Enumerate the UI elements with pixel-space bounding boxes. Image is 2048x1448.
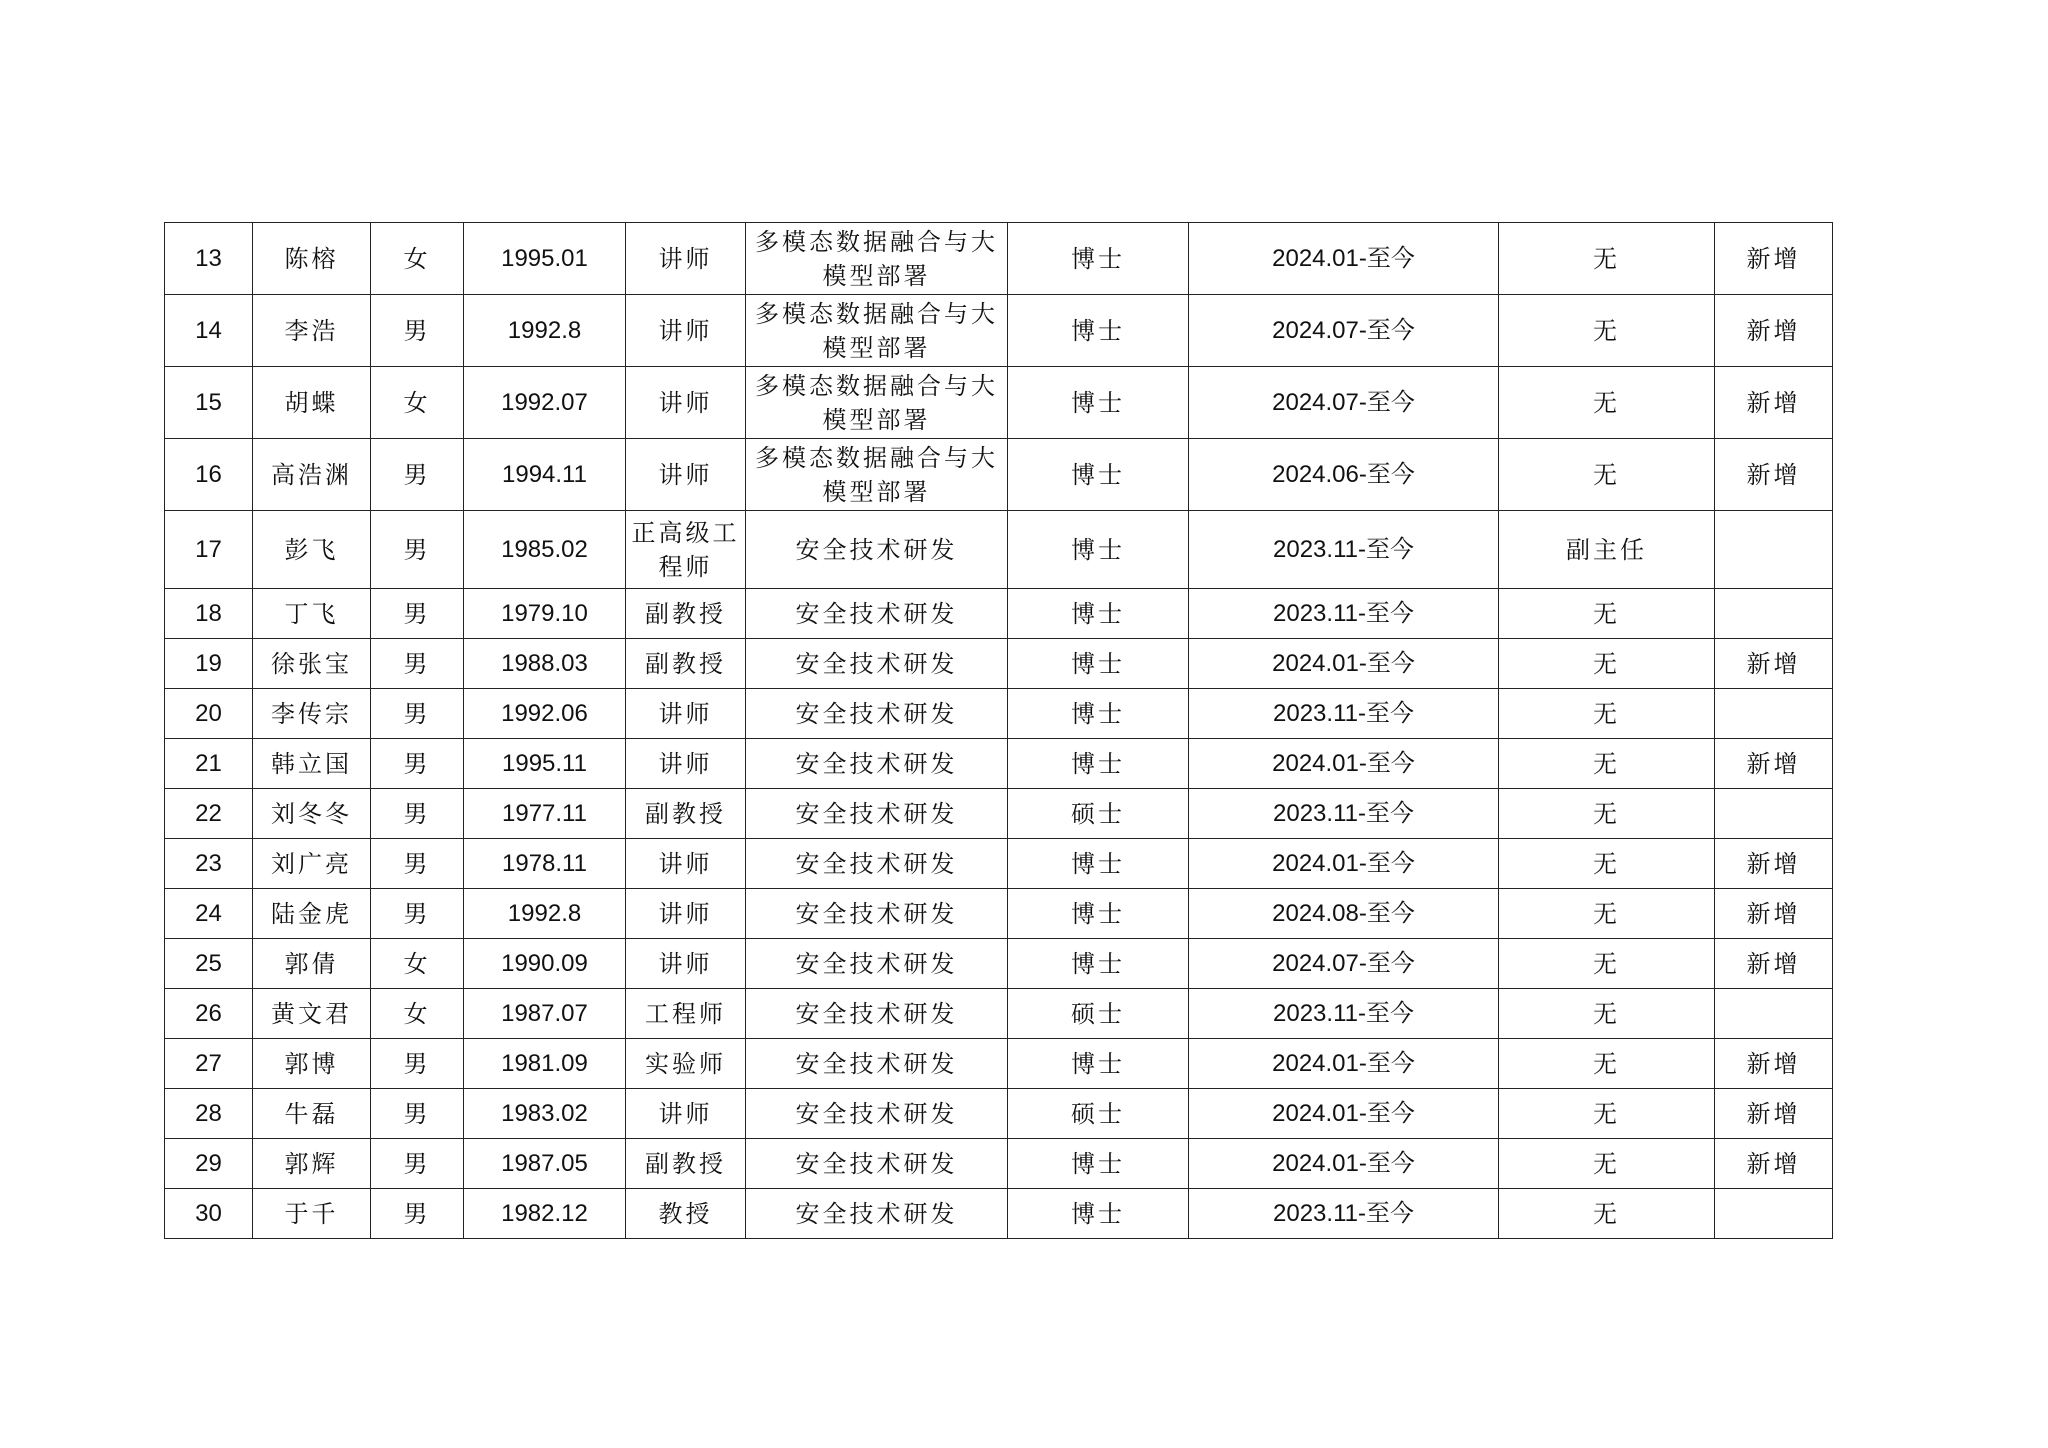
period-cell: 2023.11-至今 <box>1189 789 1499 839</box>
name-cell: 黄文君 <box>253 989 371 1039</box>
post-cell: 无 <box>1499 739 1715 789</box>
gender-cell: 男 <box>371 739 464 789</box>
row-number-cell: 21 <box>165 739 253 789</box>
birth-date-cell: 1983.02 <box>464 1089 626 1139</box>
post-cell: 副主任 <box>1499 511 1715 589</box>
row-number-cell: 27 <box>165 1039 253 1089</box>
table-row <box>165 589 1833 639</box>
name-cell: 陈榕 <box>253 223 371 295</box>
period-cell: 2024.08-至今 <box>1189 889 1499 939</box>
note-cell <box>1715 589 1833 639</box>
post-cell: 无 <box>1499 989 1715 1039</box>
table-row <box>165 1089 1833 1139</box>
degree-cell: 博士 <box>1008 739 1189 789</box>
note-cell: 新增 <box>1715 223 1833 295</box>
period-cell: 2023.11-至今 <box>1189 511 1499 589</box>
staff-table <box>164 222 1833 1239</box>
research-direction-cell: 安全技术研发 <box>746 1039 1008 1089</box>
gender-cell: 女 <box>371 939 464 989</box>
row-number-cell: 24 <box>165 889 253 939</box>
degree-cell: 博士 <box>1008 1039 1189 1089</box>
row-number-cell: 20 <box>165 689 253 739</box>
degree-cell: 博士 <box>1008 295 1189 367</box>
job-title-cell: 副教授 <box>626 789 746 839</box>
name-cell: 李浩 <box>253 295 371 367</box>
gender-cell: 男 <box>371 639 464 689</box>
post-cell: 无 <box>1499 589 1715 639</box>
gender-cell: 男 <box>371 839 464 889</box>
row-number-cell: 18 <box>165 589 253 639</box>
post-cell: 无 <box>1499 1039 1715 1089</box>
period-cell: 2024.01-至今 <box>1189 223 1499 295</box>
degree-cell: 硕士 <box>1008 1089 1189 1139</box>
note-cell: 新增 <box>1715 1139 1833 1189</box>
job-title-cell: 工程师 <box>626 989 746 1039</box>
research-direction-cell: 安全技术研发 <box>746 839 1008 889</box>
job-title-cell: 正高级工程师 <box>626 511 746 589</box>
table-row <box>165 439 1833 511</box>
birth-date-cell: 1985.02 <box>464 511 626 589</box>
gender-cell: 男 <box>371 789 464 839</box>
research-direction-cell: 安全技术研发 <box>746 639 1008 689</box>
birth-date-cell: 1987.07 <box>464 989 626 1039</box>
post-cell: 无 <box>1499 1139 1715 1189</box>
degree-cell: 博士 <box>1008 511 1189 589</box>
name-cell: 于千 <box>253 1189 371 1239</box>
row-number-cell: 29 <box>165 1139 253 1189</box>
gender-cell: 女 <box>371 989 464 1039</box>
table-row <box>165 989 1833 1039</box>
period-cell: 2023.11-至今 <box>1189 689 1499 739</box>
birth-date-cell: 1995.11 <box>464 739 626 789</box>
period-cell: 2024.01-至今 <box>1189 639 1499 689</box>
degree-cell: 博士 <box>1008 939 1189 989</box>
research-direction-cell: 多模态数据融合与大模型部署 <box>746 367 1008 439</box>
name-cell: 彭飞 <box>253 511 371 589</box>
name-cell: 胡蝶 <box>253 367 371 439</box>
gender-cell: 男 <box>371 1189 464 1239</box>
post-cell: 无 <box>1499 367 1715 439</box>
gender-cell: 男 <box>371 1089 464 1139</box>
research-direction-cell: 多模态数据融合与大模型部署 <box>746 295 1008 367</box>
period-cell: 2024.01-至今 <box>1189 1039 1499 1089</box>
job-title-cell: 讲师 <box>626 1089 746 1139</box>
gender-cell: 男 <box>371 1139 464 1189</box>
research-direction-cell: 安全技术研发 <box>746 589 1008 639</box>
name-cell: 牛磊 <box>253 1089 371 1139</box>
job-title-cell: 讲师 <box>626 889 746 939</box>
period-cell: 2023.11-至今 <box>1189 1189 1499 1239</box>
degree-cell: 博士 <box>1008 639 1189 689</box>
job-title-cell: 讲师 <box>626 939 746 989</box>
note-cell: 新增 <box>1715 1039 1833 1089</box>
note-cell: 新增 <box>1715 739 1833 789</box>
name-cell: 郭博 <box>253 1039 371 1089</box>
degree-cell: 博士 <box>1008 839 1189 889</box>
gender-cell: 女 <box>371 367 464 439</box>
birth-date-cell: 1990.09 <box>464 939 626 989</box>
birth-date-cell: 1992.07 <box>464 367 626 439</box>
job-title-cell: 讲师 <box>626 223 746 295</box>
period-cell: 2024.01-至今 <box>1189 739 1499 789</box>
note-cell <box>1715 511 1833 589</box>
table-row <box>165 789 1833 839</box>
name-cell: 李传宗 <box>253 689 371 739</box>
gender-cell: 男 <box>371 689 464 739</box>
period-cell: 2024.07-至今 <box>1189 367 1499 439</box>
table-row <box>165 689 1833 739</box>
degree-cell: 博士 <box>1008 367 1189 439</box>
birth-date-cell: 1988.03 <box>464 639 626 689</box>
job-title-cell: 讲师 <box>626 739 746 789</box>
research-direction-cell: 安全技术研发 <box>746 1189 1008 1239</box>
row-number-cell: 28 <box>165 1089 253 1139</box>
post-cell: 无 <box>1499 889 1715 939</box>
job-title-cell: 副教授 <box>626 589 746 639</box>
degree-cell: 博士 <box>1008 1139 1189 1189</box>
birth-date-cell: 1992.06 <box>464 689 626 739</box>
table-row <box>165 295 1833 367</box>
post-cell: 无 <box>1499 1089 1715 1139</box>
gender-cell: 男 <box>371 511 464 589</box>
note-cell: 新增 <box>1715 939 1833 989</box>
degree-cell: 博士 <box>1008 889 1189 939</box>
birth-date-cell: 1979.10 <box>464 589 626 639</box>
table-row <box>165 1139 1833 1189</box>
name-cell: 刘广亮 <box>253 839 371 889</box>
row-number-cell: 25 <box>165 939 253 989</box>
research-direction-cell: 安全技术研发 <box>746 689 1008 739</box>
job-title-cell: 副教授 <box>626 639 746 689</box>
birth-date-cell: 1995.01 <box>464 223 626 295</box>
post-cell: 无 <box>1499 295 1715 367</box>
note-cell: 新增 <box>1715 295 1833 367</box>
job-title-cell: 讲师 <box>626 689 746 739</box>
name-cell: 陆金虎 <box>253 889 371 939</box>
job-title-cell: 副教授 <box>626 1139 746 1189</box>
post-cell: 无 <box>1499 839 1715 889</box>
table-row <box>165 511 1833 589</box>
birth-date-cell: 1987.05 <box>464 1139 626 1189</box>
row-number-cell: 16 <box>165 439 253 511</box>
name-cell: 徐张宝 <box>253 639 371 689</box>
note-cell <box>1715 989 1833 1039</box>
degree-cell: 博士 <box>1008 223 1189 295</box>
job-title-cell: 讲师 <box>626 367 746 439</box>
birth-date-cell: 1978.11 <box>464 839 626 889</box>
table-row <box>165 367 1833 439</box>
degree-cell: 博士 <box>1008 589 1189 639</box>
row-number-cell: 14 <box>165 295 253 367</box>
name-cell: 韩立国 <box>253 739 371 789</box>
row-number-cell: 26 <box>165 989 253 1039</box>
job-title-cell: 实验师 <box>626 1039 746 1089</box>
period-cell: 2024.07-至今 <box>1189 939 1499 989</box>
degree-cell: 博士 <box>1008 439 1189 511</box>
note-cell: 新增 <box>1715 839 1833 889</box>
table-row <box>165 889 1833 939</box>
job-title-cell: 讲师 <box>626 439 746 511</box>
research-direction-cell: 多模态数据融合与大模型部署 <box>746 223 1008 295</box>
gender-cell: 男 <box>371 439 464 511</box>
research-direction-cell: 安全技术研发 <box>746 1139 1008 1189</box>
note-cell: 新增 <box>1715 367 1833 439</box>
post-cell: 无 <box>1499 439 1715 511</box>
post-cell: 无 <box>1499 223 1715 295</box>
row-number-cell: 13 <box>165 223 253 295</box>
research-direction-cell: 安全技术研发 <box>746 511 1008 589</box>
period-cell: 2023.11-至今 <box>1189 989 1499 1039</box>
birth-date-cell: 1992.8 <box>464 295 626 367</box>
job-title-cell: 讲师 <box>626 839 746 889</box>
name-cell: 郭倩 <box>253 939 371 989</box>
table-row <box>165 1189 1833 1239</box>
row-number-cell: 23 <box>165 839 253 889</box>
note-cell <box>1715 1189 1833 1239</box>
period-cell: 2024.06-至今 <box>1189 439 1499 511</box>
birth-date-cell: 1977.11 <box>464 789 626 839</box>
research-direction-cell: 安全技术研发 <box>746 739 1008 789</box>
research-direction-cell: 安全技术研发 <box>746 939 1008 989</box>
row-number-cell: 17 <box>165 511 253 589</box>
table-row <box>165 223 1833 295</box>
table-row <box>165 1039 1833 1089</box>
gender-cell: 男 <box>371 295 464 367</box>
gender-cell: 男 <box>371 889 464 939</box>
table-row <box>165 839 1833 889</box>
research-direction-cell: 安全技术研发 <box>746 789 1008 839</box>
name-cell: 刘冬冬 <box>253 789 371 839</box>
note-cell: 新增 <box>1715 889 1833 939</box>
row-number-cell: 22 <box>165 789 253 839</box>
post-cell: 无 <box>1499 789 1715 839</box>
post-cell: 无 <box>1499 639 1715 689</box>
job-title-cell: 教授 <box>626 1189 746 1239</box>
table-row <box>165 939 1833 989</box>
row-number-cell: 15 <box>165 367 253 439</box>
note-cell <box>1715 689 1833 739</box>
period-cell: 2024.01-至今 <box>1189 839 1499 889</box>
name-cell: 高浩渊 <box>253 439 371 511</box>
birth-date-cell: 1994.11 <box>464 439 626 511</box>
research-direction-cell: 多模态数据融合与大模型部署 <box>746 439 1008 511</box>
degree-cell: 硕士 <box>1008 789 1189 839</box>
job-title-cell: 讲师 <box>626 295 746 367</box>
post-cell: 无 <box>1499 1189 1715 1239</box>
period-cell: 2024.07-至今 <box>1189 295 1499 367</box>
research-direction-cell: 安全技术研发 <box>746 1089 1008 1139</box>
degree-cell: 博士 <box>1008 1189 1189 1239</box>
gender-cell: 男 <box>371 589 464 639</box>
note-cell <box>1715 789 1833 839</box>
period-cell: 2024.01-至今 <box>1189 1139 1499 1189</box>
note-cell: 新增 <box>1715 639 1833 689</box>
name-cell: 丁飞 <box>253 589 371 639</box>
birth-date-cell: 1981.09 <box>464 1039 626 1089</box>
period-cell: 2024.01-至今 <box>1189 1089 1499 1139</box>
table-body <box>165 223 1833 1239</box>
degree-cell: 博士 <box>1008 689 1189 739</box>
note-cell: 新增 <box>1715 1089 1833 1139</box>
birth-date-cell: 1992.8 <box>464 889 626 939</box>
research-direction-cell: 安全技术研发 <box>746 989 1008 1039</box>
post-cell: 无 <box>1499 689 1715 739</box>
gender-cell: 女 <box>371 223 464 295</box>
post-cell: 无 <box>1499 939 1715 989</box>
degree-cell: 硕士 <box>1008 989 1189 1039</box>
row-number-cell: 30 <box>165 1189 253 1239</box>
period-cell: 2023.11-至今 <box>1189 589 1499 639</box>
gender-cell: 男 <box>371 1039 464 1089</box>
name-cell: 郭辉 <box>253 1139 371 1189</box>
note-cell: 新增 <box>1715 439 1833 511</box>
research-direction-cell: 安全技术研发 <box>746 889 1008 939</box>
table-row <box>165 639 1833 689</box>
birth-date-cell: 1982.12 <box>464 1189 626 1239</box>
row-number-cell: 19 <box>165 639 253 689</box>
table-row <box>165 739 1833 789</box>
